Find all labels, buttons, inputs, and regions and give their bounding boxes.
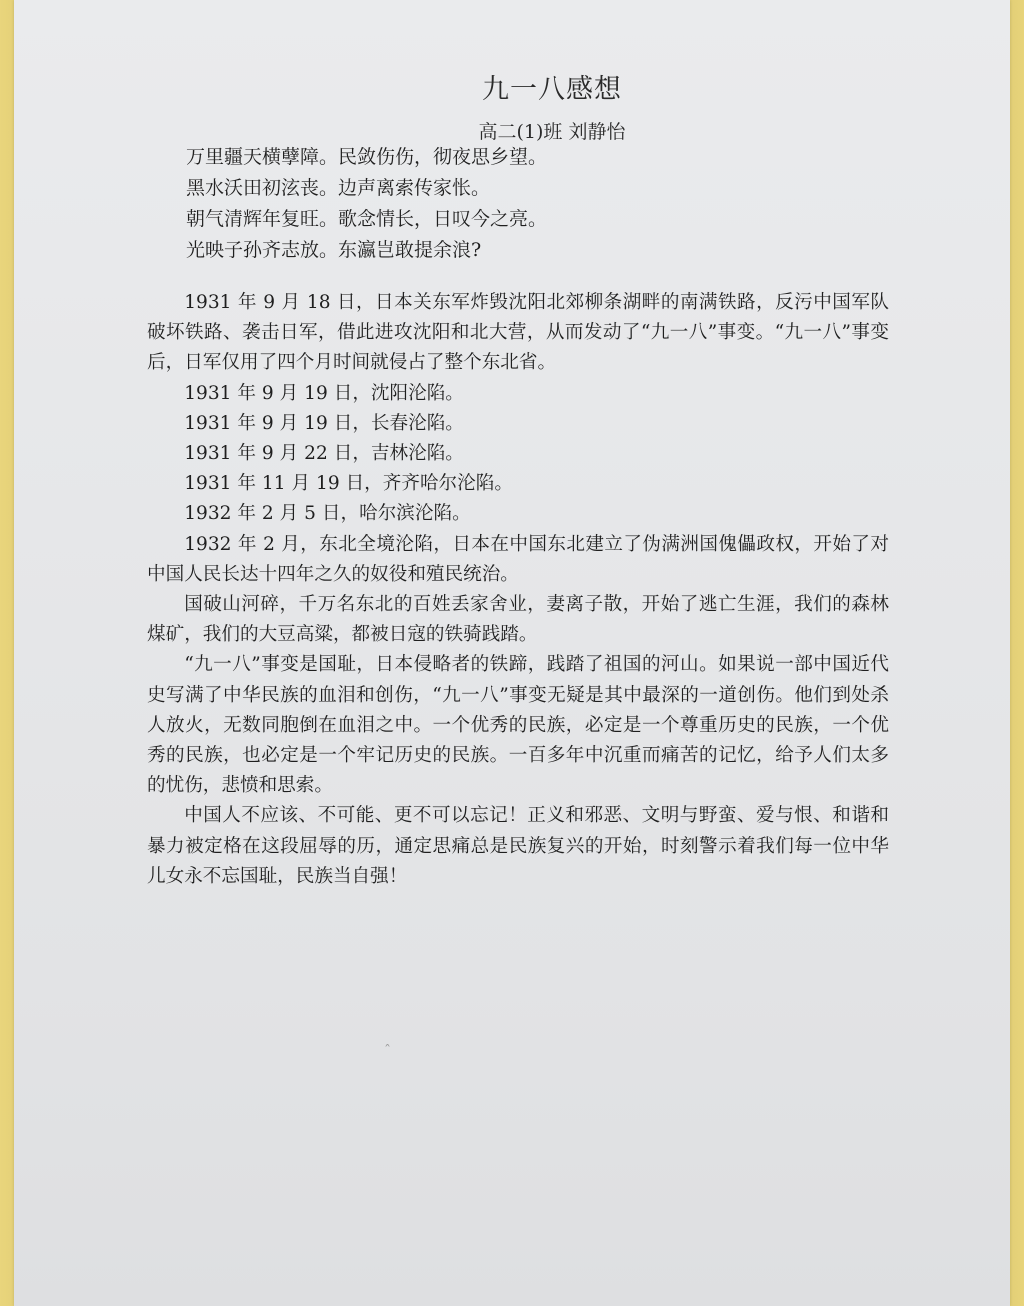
- paragraph: 1931 年 9 月 19 日，沈阳沦陷。: [184, 382, 464, 404]
- paragraph: 中国人不应该、不可能、更不可以忘记！正义和邪恶、文明与野蛮、爱与恨、和谐和暴力被定格在这段屈辱的历，通定思痛总是民族复兴的开始，时刻警示着我们每一位中华儿女永不忘国耻，民族当自强！: [147, 805, 889, 887]
- document-title: 九一八感想: [482, 74, 622, 105]
- essay-body: [147, 288, 889, 892]
- paragraph: 1931 年 9 月 19 日，长春沦陷。: [184, 412, 464, 434]
- paper-sheet: [14, 0, 1010, 1306]
- poem-line: 黑水沃田初泫丧。边声离索传家怅。: [186, 177, 491, 199]
- document-author: 高二(1)班 刘静怡: [478, 121, 626, 143]
- paragraph: 1931 年 9 月 18 日，日本关东军炸毁沈阳北郊柳条湖畔的南满铁路，反污中国军队破坏铁路、袭击日军，借此进攻沈阳和北大营，从而发动了“九一八”事变。“九一八”事变后，日军仅用了四个月时间就侵占了整个东北省。: [147, 292, 889, 374]
- poem-line: 朝气清辉年复旺。歌念情长，日叹今之亮。: [186, 208, 548, 230]
- paragraph: “九一八”事变是国耻，日本侵略者的铁蹄，践踏了祖国的河山。如果说一部中国近代史写满了中华民族的血泪和创伤，“九一八”事变无疑是其中最深的一道创伤。他们到处杀人放火，无数同胞倒在血泪之中。一个优秀的民族，必定是一个尊重历史的民族，一个优秀的民族，也必定是一个牢记历史的民族。一百多年中沉重而痛苦的记忆，给予人们太多的忧伤，悲愤和思索。: [147, 654, 889, 797]
- pencil-mark: ˆ: [384, 1043, 391, 1059]
- paragraph: 国破山河碎，千万名东北的百姓丢家舍业，妻离子散，开始了逃亡生涯，我们的森林煤矿，我们的大豆高粱，都被日寇的铁骑践踏。: [147, 594, 889, 646]
- paragraph: 1931 年 11 月 19 日，齐齐哈尔沦陷。: [184, 473, 513, 495]
- paragraph: 1931 年 9 月 22 日，吉林沦陷。: [184, 443, 464, 465]
- paragraph: 1932 年 2 月 5 日，哈尔滨沦陷。: [184, 503, 471, 525]
- poem-block: [186, 142, 547, 266]
- poem-line: 万里疆天横孽障。民敛伤伤，彻夜思乡望。: [186, 146, 548, 168]
- paragraph: 1932 年 2 月，东北全境沦陷，日本在中国东北建立了伪满洲国傀儡政权，开始了对中国人民长达十四年之久的奴役和殖民统治。: [147, 533, 889, 585]
- poem-line: 光映子孙齐志放。东瀛岂敢提余浪?: [186, 239, 482, 261]
